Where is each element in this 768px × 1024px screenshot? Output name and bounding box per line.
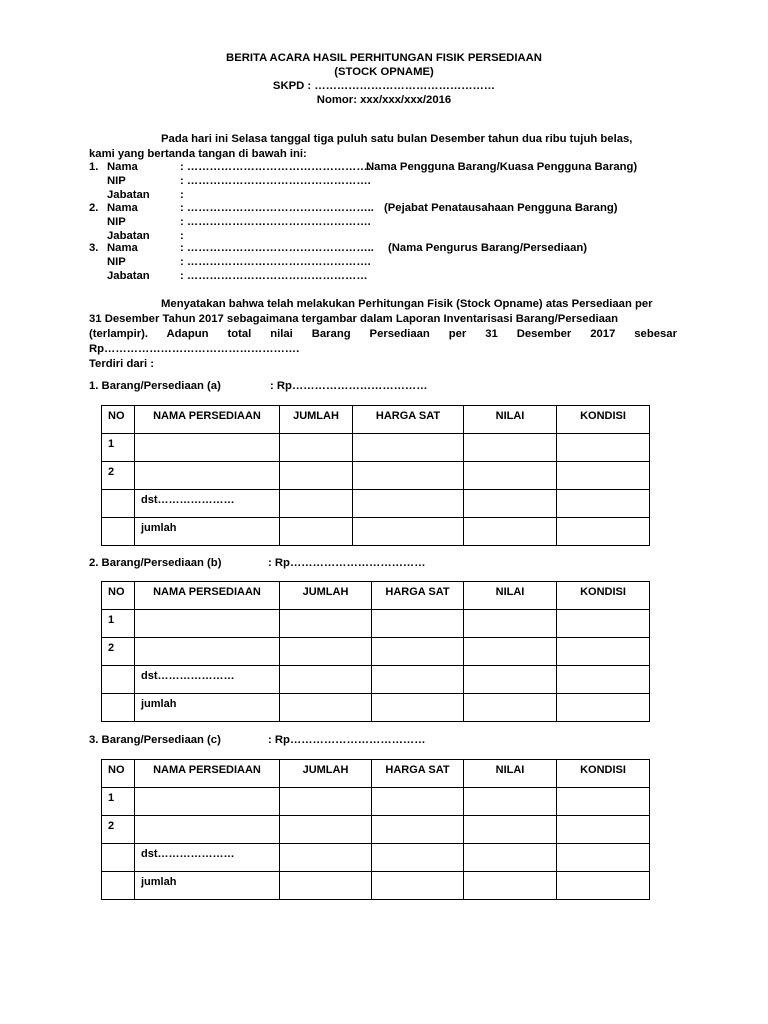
cell-nama xyxy=(135,788,280,816)
cell-nama xyxy=(135,610,280,638)
document-number: Nomor: xxx/xxx/xxx/2016 xyxy=(316,94,452,106)
cell-kondisi xyxy=(557,788,650,816)
header-kondisi: KONDISI xyxy=(557,582,650,610)
inventory-table-a xyxy=(101,405,650,546)
cell-no: 2 xyxy=(102,462,135,490)
cell-nama: jumlah xyxy=(135,694,280,722)
signatory-1-number: 1. xyxy=(89,161,99,173)
cell-jumlah xyxy=(280,610,372,638)
header-jumlah: JUMLAH xyxy=(280,406,353,434)
cell-kondisi xyxy=(557,872,650,900)
cell-kondisi xyxy=(557,462,650,490)
cell-nama: dst………………… xyxy=(135,490,280,518)
table-row xyxy=(102,788,650,816)
header-no: NO xyxy=(102,582,135,610)
cell-harga-sat xyxy=(372,610,464,638)
cell-nilai xyxy=(464,666,557,694)
cell-no xyxy=(102,518,135,546)
cell-nama xyxy=(135,816,280,844)
cell-no xyxy=(102,694,135,722)
header-nilai: NILAI xyxy=(464,582,557,610)
cell-harga-sat xyxy=(353,518,464,546)
statement-line-3: (terlampir). Adapun total nilai Barang Persediaan per 31 Desember 2017 sebesar xyxy=(89,328,677,340)
cell-nilai xyxy=(464,872,557,900)
statement-line-1: Menyatakan bahwa telah melakukan Perhitungan Fisik (Stock Opname) atas Persediaan per xyxy=(161,298,653,310)
cell-jumlah xyxy=(280,872,372,900)
intro-paragraph xyxy=(89,132,677,162)
header-nama-persediaan: NAMA PERSEDIAAN xyxy=(135,406,280,434)
signatory-3-number: 3. xyxy=(89,242,99,254)
cell-harga-sat xyxy=(353,434,464,462)
cell-harga-sat xyxy=(372,666,464,694)
cell-nama: dst………………… xyxy=(135,844,280,872)
cell-jumlah xyxy=(280,434,353,462)
table-row xyxy=(102,518,650,546)
signatory-3-jabatan-value: : ………………………………………… xyxy=(180,270,368,282)
header-harga-sat: HARGA SAT xyxy=(372,582,464,610)
signatory-2-nip-value: : …………………………………………. xyxy=(180,216,371,228)
signatory-2-jabatan-label: Jabatan xyxy=(107,230,150,242)
header-nama-persediaan: NAMA PERSEDIAAN xyxy=(135,582,280,610)
table-row xyxy=(102,872,650,900)
statement-line-2: 31 Desember Tahun 2017 sebagaimana tergambar dalam Laporan Inventarisasi Barang/Persediaan xyxy=(89,313,619,325)
table-row xyxy=(102,434,650,462)
document-subtitle: (STOCK OPNAME) xyxy=(334,66,434,78)
cell-jumlah xyxy=(280,844,372,872)
signatory-3-role: (Nama Pengurus Barang/Persediaan) xyxy=(388,242,588,254)
section-c-label: 3. Barang/Persediaan (c) xyxy=(89,734,221,746)
header-harga-sat: HARGA SAT xyxy=(353,406,464,434)
signatory-1-jabatan-label: Jabatan xyxy=(107,189,150,201)
terdiri-dari: Terdiri dari : xyxy=(89,358,155,370)
signatory-3-nama-value: : ………………………………………….. xyxy=(180,242,374,254)
header-nilai: NILAI xyxy=(464,760,557,788)
cell-harga-sat xyxy=(372,816,464,844)
cell-no: 1 xyxy=(102,610,135,638)
header-nama-persediaan: NAMA PERSEDIAAN xyxy=(135,760,280,788)
cell-kondisi xyxy=(557,638,650,666)
table-row xyxy=(102,610,650,638)
inventory-table-b xyxy=(101,581,650,722)
cell-harga-sat xyxy=(372,872,464,900)
cell-kondisi xyxy=(557,434,650,462)
cell-kondisi xyxy=(557,518,650,546)
cell-harga-sat xyxy=(372,694,464,722)
statement-paragraph xyxy=(89,297,677,372)
signatory-2-nama-label: Nama xyxy=(107,202,138,214)
header-jumlah: JUMLAH xyxy=(280,582,372,610)
cell-no: 1 xyxy=(102,434,135,462)
section-a-label: 1. Barang/Persediaan (a) xyxy=(89,380,221,392)
signatory-2-nip-label: NIP xyxy=(107,216,126,228)
cell-nilai xyxy=(464,490,557,518)
signatory-1-nama-value: : ………………………………………….. xyxy=(180,161,374,173)
cell-nilai xyxy=(464,694,557,722)
cell-kondisi xyxy=(557,666,650,694)
signatory-2-jabatan-value: : xyxy=(180,230,184,242)
table-row xyxy=(102,462,650,490)
signatory-3-nip-value: : …………………………………………. xyxy=(180,256,371,268)
table-row xyxy=(102,666,650,694)
cell-kondisi xyxy=(557,610,650,638)
header-no: NO xyxy=(102,760,135,788)
cell-nama xyxy=(135,638,280,666)
cell-jumlah xyxy=(280,694,372,722)
cell-kondisi xyxy=(557,694,650,722)
table-row xyxy=(102,816,650,844)
cell-nilai xyxy=(464,518,557,546)
signatory-1-nip-label: NIP xyxy=(107,175,126,187)
cell-nilai xyxy=(464,844,557,872)
cell-kondisi xyxy=(557,816,650,844)
intro-line-1: Pada hari ini Selasa tanggal tiga puluh satu bulan Desember tahun dua ribu tujuh belas, xyxy=(161,133,633,145)
cell-harga-sat xyxy=(372,638,464,666)
cell-nilai xyxy=(464,638,557,666)
cell-harga-sat xyxy=(372,788,464,816)
header-kondisi: KONDISI xyxy=(557,760,650,788)
intro-line-2: kami yang bertanda tangan di bawah ini: xyxy=(89,148,307,160)
header-no: NO xyxy=(102,406,135,434)
cell-kondisi xyxy=(557,490,650,518)
signatory-2-number: 2. xyxy=(89,202,99,214)
cell-jumlah xyxy=(280,518,353,546)
header-nilai: NILAI xyxy=(464,406,557,434)
cell-no xyxy=(102,844,135,872)
table-row xyxy=(102,638,650,666)
section-b-label: 2. Barang/Persediaan (b) xyxy=(89,557,222,569)
cell-jumlah xyxy=(280,638,372,666)
signatory-1-nama-label: Nama xyxy=(107,161,138,173)
cell-jumlah xyxy=(280,816,372,844)
cell-no: 2 xyxy=(102,816,135,844)
table-row xyxy=(102,694,650,722)
cell-jumlah xyxy=(280,462,353,490)
table-row xyxy=(102,844,650,872)
section-c-rp: : Rp……………………………… xyxy=(268,734,426,746)
table-header-row xyxy=(102,760,650,788)
cell-harga-sat xyxy=(353,462,464,490)
signatory-1-jabatan-value: : xyxy=(180,189,184,201)
cell-no xyxy=(102,872,135,900)
cell-nama: jumlah xyxy=(135,872,280,900)
cell-nilai xyxy=(464,816,557,844)
cell-nilai xyxy=(464,610,557,638)
section-a-rp: : Rp……………………………… xyxy=(270,380,428,392)
header-harga-sat: HARGA SAT xyxy=(372,760,464,788)
table-header-row xyxy=(102,582,650,610)
signatory-3-jabatan-label: Jabatan xyxy=(107,270,150,282)
cell-nama: jumlah xyxy=(135,518,280,546)
skpd-line: SKPD : ………………………………………… xyxy=(272,80,496,92)
cell-no xyxy=(102,666,135,694)
table-row xyxy=(102,490,650,518)
statement-line-4: Rp……………………………………………. xyxy=(89,343,300,355)
signatory-1-nip-value: : …………………………………………. xyxy=(180,175,371,187)
cell-nama xyxy=(135,462,280,490)
cell-nama: dst………………… xyxy=(135,666,280,694)
header-jumlah: JUMLAH xyxy=(280,760,372,788)
cell-nilai xyxy=(464,434,557,462)
cell-no: 2 xyxy=(102,638,135,666)
signatory-2-nama-value: : ………………………………………….. xyxy=(180,202,374,214)
cell-nilai xyxy=(464,788,557,816)
document-title: BERITA ACARA HASIL PERHITUNGAN FISIK PERSEDIAAN xyxy=(226,52,542,64)
cell-no: 1 xyxy=(102,788,135,816)
cell-jumlah xyxy=(280,490,353,518)
signatory-1-role: Nama Pengguna Barang/Kuasa Pengguna Barang) xyxy=(366,161,638,173)
cell-harga-sat xyxy=(372,844,464,872)
signatory-3-nama-label: Nama xyxy=(107,242,138,254)
cell-nama xyxy=(135,434,280,462)
inventory-table-c xyxy=(101,759,650,900)
cell-no xyxy=(102,490,135,518)
header-kondisi: KONDISI xyxy=(557,406,650,434)
cell-jumlah xyxy=(280,788,372,816)
signatory-2-role: (Pejabat Penatausahaan Pengguna Barang) xyxy=(384,202,618,214)
cell-kondisi xyxy=(557,844,650,872)
cell-nilai xyxy=(464,462,557,490)
table-header-row xyxy=(102,406,650,434)
cell-jumlah xyxy=(280,666,372,694)
cell-harga-sat xyxy=(353,490,464,518)
section-b-rp: : Rp……………………………… xyxy=(268,557,426,569)
signatory-3-nip-label: NIP xyxy=(107,256,126,268)
